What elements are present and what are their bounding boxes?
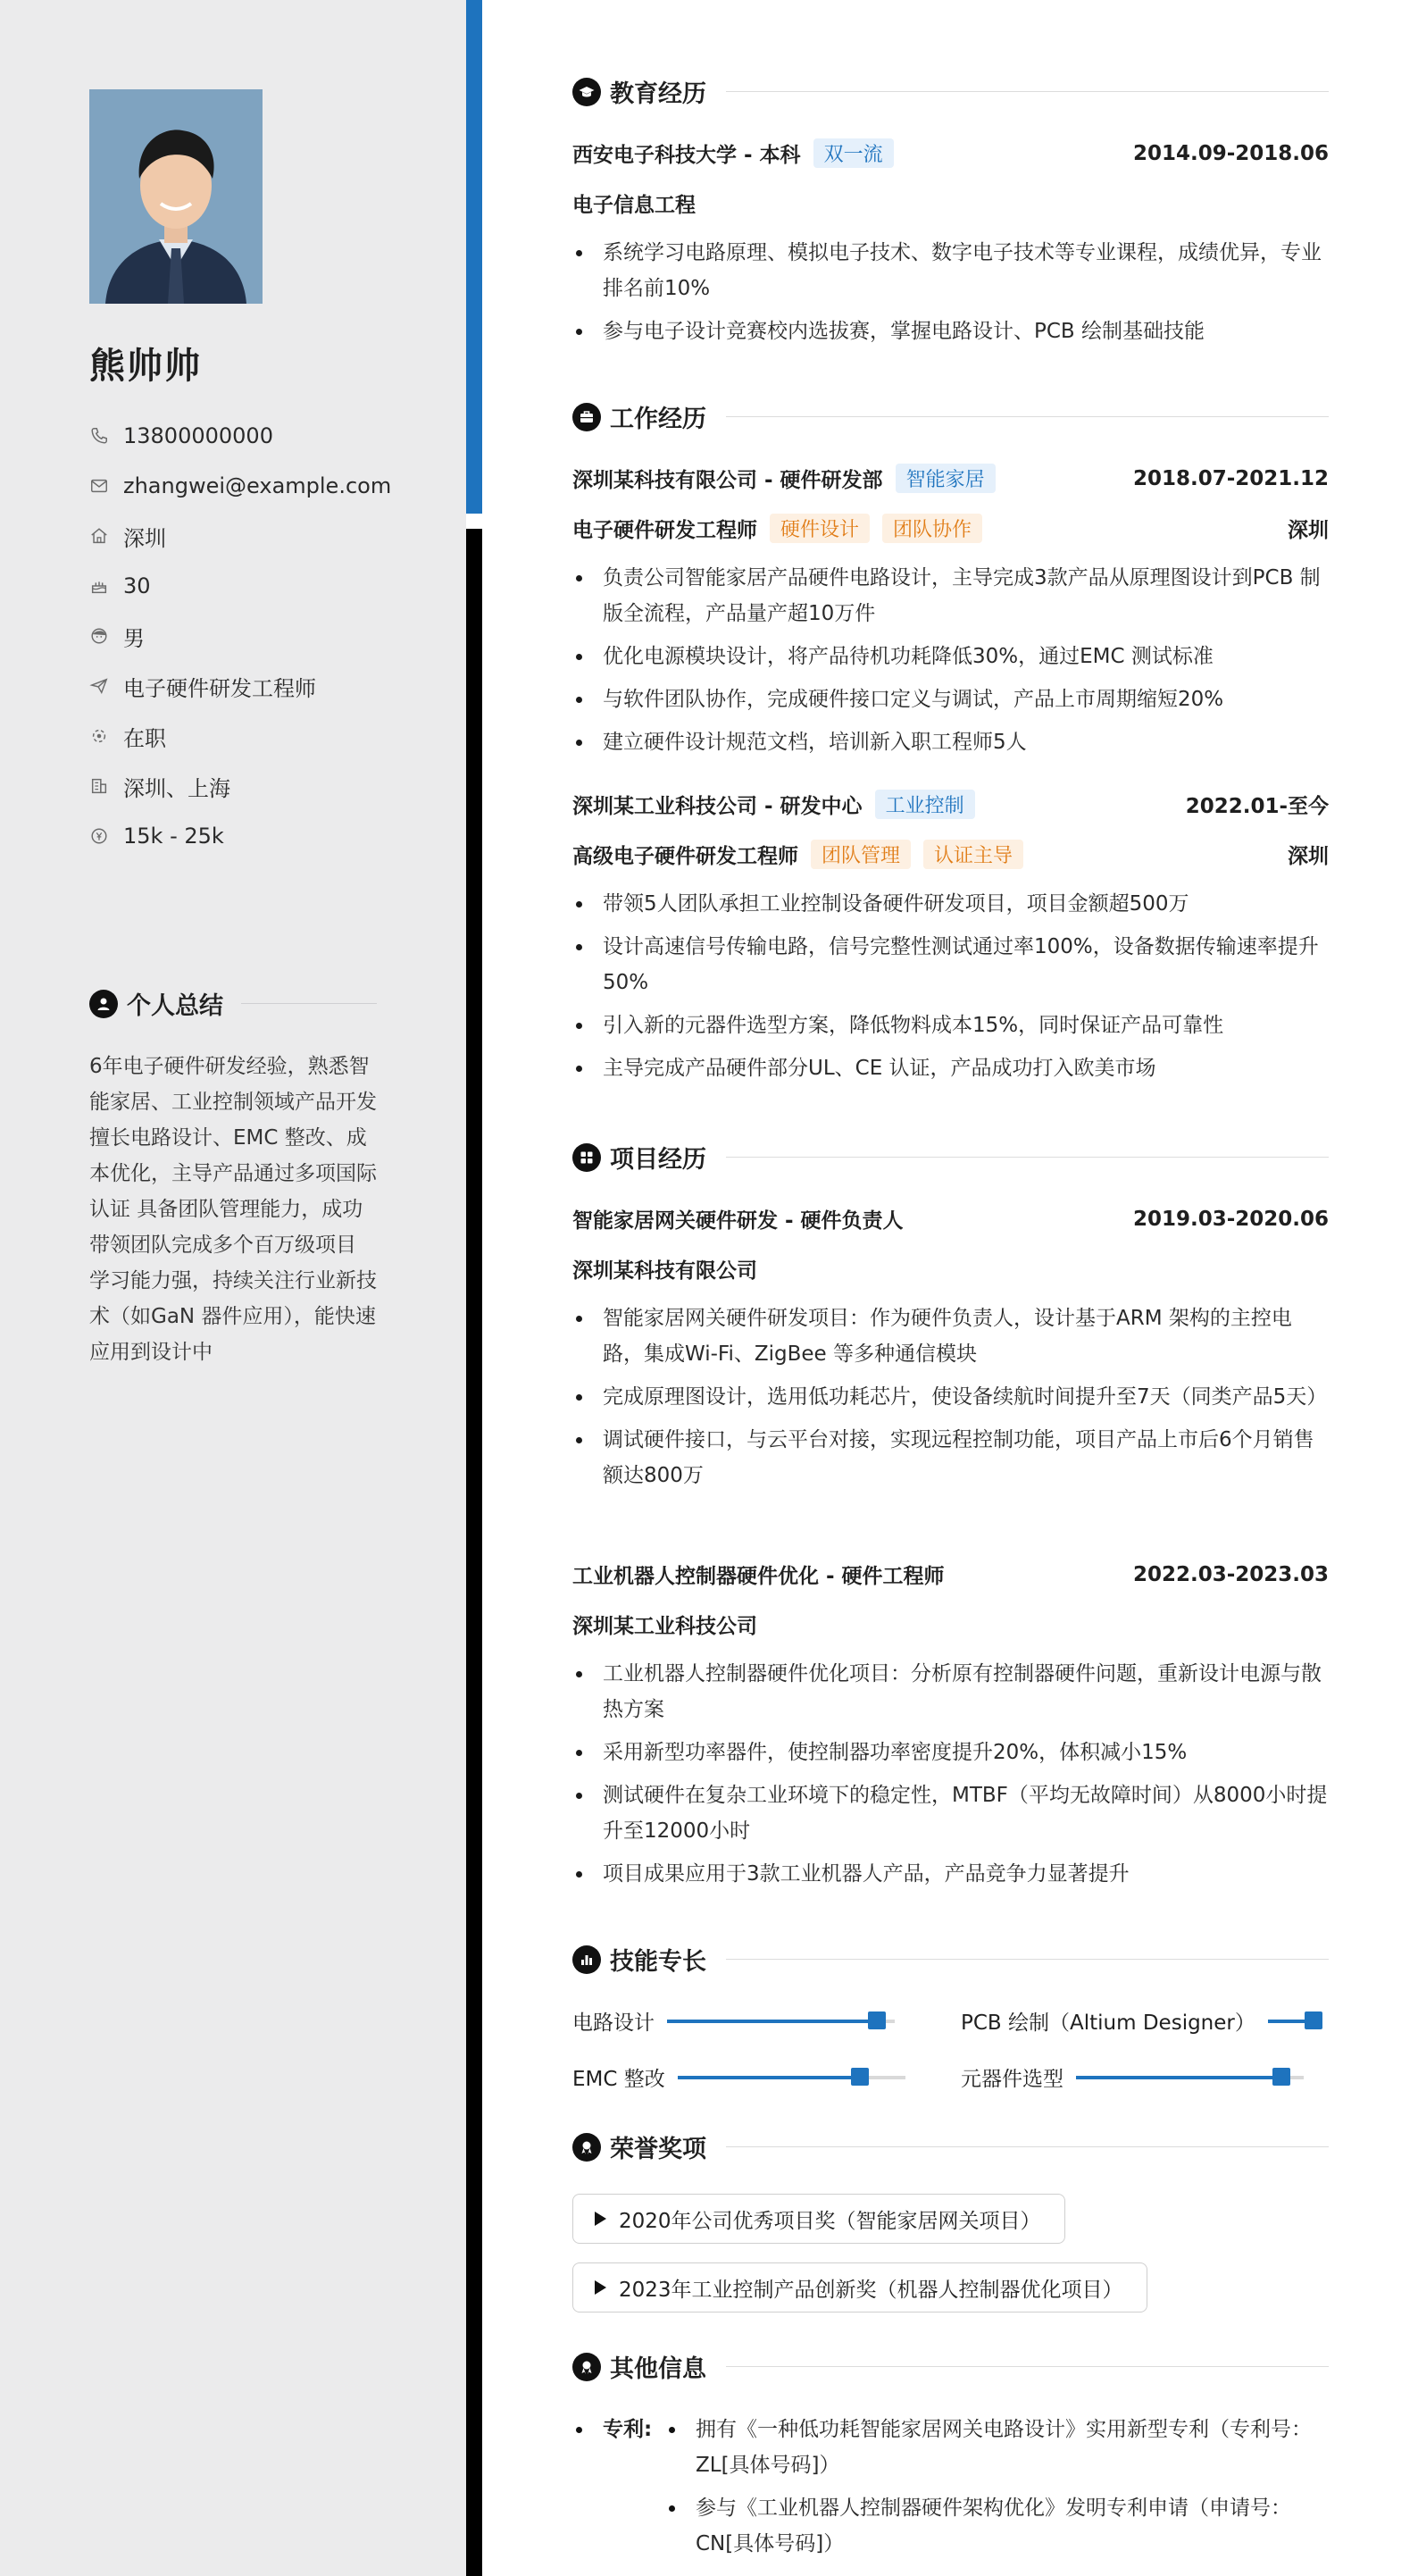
work-title: 工作经历 <box>610 406 706 433</box>
info-salary <box>89 811 391 861</box>
phone-text: 13800000000 <box>123 423 273 448</box>
projects-heading <box>572 1140 1329 1175</box>
skill-name: PCB 绘制（Altium Designer） <box>961 2011 1255 2035</box>
job-1-location: 深圳 <box>1288 519 1329 542</box>
list-item: 带领5人团队承担工业控制设备硬件研发项目，项目金额超500万 <box>572 886 1329 922</box>
badge-icon <box>572 2353 601 2381</box>
other-heading <box>572 2349 1329 2384</box>
project-2-org: 深圳某工业科技公司 <box>572 1615 757 1638</box>
job-1-role-tag: 硬件设计 <box>770 514 870 543</box>
project-2-name: 工业机器人控制器硬件优化 - 硬件工程师 <box>572 1565 945 1588</box>
skill-emc <box>572 2062 905 2092</box>
expand-arrow-icon <box>595 2212 606 2226</box>
skill-pcb <box>961 2006 1322 2036</box>
skill-name: 电路设计 <box>572 2011 655 2035</box>
job-2-row <box>572 790 1329 819</box>
bullet-dot <box>576 2427 582 2433</box>
accent-bar-blue <box>466 0 482 514</box>
list-item: 与软件团队协作，完成硬件接口定义与调试，产品上市周期缩短20% <box>572 682 1329 717</box>
face-icon <box>89 626 109 646</box>
list-item: 参与《工业机器人控制器硬件架构优化》发明专利申请（申请号：CN[具体号码]） <box>665 2490 1329 2562</box>
list-item: 引入新的元器件选型方案，降低物料成本15%，同时保证产品可靠性 <box>572 1008 1329 1043</box>
education-bullets <box>572 235 1329 356</box>
summary-text: 6年电子硬件研发经验，熟悉智能家居、工业控制领域产品开发 擅长电路设计、EMC 整改、成本优化，主导产品通过多项国际认证 具备团队管理能力，成功带领团队完成多个百万级项目 学习能力强，持续关注行业新技术（如GaN 器件应用），能快速应用到设计中 <box>89 1055 377 1364</box>
honors-title: 荣誉奖项 <box>610 2136 706 2163</box>
job-1-company: 深圳某科技有限公司 - 硬件研发部 <box>572 469 883 492</box>
projects-title: 项目经历 <box>610 1146 706 1174</box>
skill-circuit <box>572 2006 895 2036</box>
list-item: 完成原理图设计，选用低功耗芯片，使设备续航时间提升至7天（同类产品5天） <box>572 1379 1329 1415</box>
project-1-name: 智能家居网关硬件研发 - 硬件负责人 <box>572 1209 904 1233</box>
gender-text: 男 <box>123 625 145 651</box>
skills-divider <box>726 1959 1329 1960</box>
skill-track <box>678 2076 905 2079</box>
info-age <box>89 561 391 611</box>
honors-divider <box>726 2146 1329 2147</box>
job-2-tag: 工业控制 <box>875 790 975 819</box>
project-2-org-row <box>572 1610 1329 1639</box>
list-item: 负责公司智能家居产品硬件电路设计，主导完成3款产品从原理图设计到PCB 制版全流程，产品量产超10万件 <box>572 560 1329 631</box>
job-1-date: 2018.07-2021.12 <box>1132 466 1329 490</box>
list-item: 智能家居网关硬件研发项目：作为硬件负责人，设计基于ARM 架构的主控电路，集成Wi-Fi、ZigBee 等多种通信模块 <box>572 1301 1329 1372</box>
award-icon <box>572 2133 601 2162</box>
job-1-role-row <box>572 514 1329 543</box>
job-2-location: 深圳 <box>1288 845 1329 868</box>
status-text: 在职 <box>123 725 166 751</box>
award-text: 2020年公司优秀项目奖（智能家居网关项目） <box>619 2209 1041 2233</box>
project-1-bullets <box>572 1301 1329 1501</box>
city-text: 深圳 <box>123 525 166 551</box>
graduation-cap-icon <box>572 78 601 106</box>
list-item: 测试硬件在复杂工业环境下的稳定性，MTBF（平均无故障时间）从8000小时提升至12000小时 <box>572 1777 1329 1849</box>
target-cities-text: 深圳、上海 <box>123 775 230 801</box>
coin-icon <box>89 826 109 846</box>
project-2-row <box>572 1560 1329 1589</box>
list-item: 采用新型功率器件，使控制器功率密度提升20%，体积减小15% <box>572 1735 1329 1770</box>
project-2-bullets <box>572 1656 1329 1899</box>
skill-name: EMC 整改 <box>572 2068 665 2091</box>
building-icon <box>89 776 109 796</box>
education-title: 教育经历 <box>610 80 706 108</box>
skill-track <box>667 2020 895 2023</box>
briefcase-icon <box>572 403 601 431</box>
job-2-company: 深圳某工业科技公司 - 研发中心 <box>572 795 863 818</box>
skill-knob <box>1272 2068 1290 2086</box>
honors-heading <box>572 2129 1329 2164</box>
skills-heading <box>572 1942 1329 1977</box>
job-1-bullets <box>572 560 1329 767</box>
job-1-row <box>572 464 1329 493</box>
home-icon <box>89 526 109 546</box>
profile-photo <box>89 89 263 304</box>
list-item: 工业机器人控制器硬件优化项目：分析原有控制器硬件问题，重新设计电源与散热方案 <box>572 1656 1329 1727</box>
info-city <box>89 511 391 561</box>
projects-divider <box>726 1157 1329 1158</box>
job-2-bullets <box>572 886 1329 1093</box>
job-1-role: 电子硬件研发工程师 <box>572 519 757 542</box>
project-1-org: 深圳某科技有限公司 <box>572 1259 757 1283</box>
skill-track <box>1076 2076 1304 2079</box>
info-email <box>89 461 391 511</box>
project-1-row <box>572 1204 1329 1234</box>
project-1-org-row <box>572 1254 1329 1284</box>
phone-icon <box>89 426 109 446</box>
work-divider <box>726 416 1329 417</box>
info-status <box>89 711 391 761</box>
education-divider <box>726 91 1329 92</box>
grid-icon <box>572 1143 601 1172</box>
list-item: 拥有《一种低功耗智能家居网关电路设计》实用新型专利（专利号：ZL[具体号码]） <box>665 2412 1329 2483</box>
info-gender <box>89 611 391 661</box>
sidebar <box>0 0 466 2576</box>
expand-arrow-icon <box>595 2280 606 2295</box>
skill-fill <box>1076 2076 1281 2079</box>
skill-fill <box>667 2020 877 2023</box>
list-item: 调试硬件接口，与云平台对接，实现远程控制功能，项目产品上市后6个月销售额达800万 <box>572 1422 1329 1493</box>
award-item[interactable] <box>572 2262 1147 2313</box>
school-tag: 双一流 <box>813 138 894 168</box>
profile-name: 熊帅帅 <box>89 346 202 387</box>
patent-label: 专利: <box>603 2418 653 2441</box>
info-target-cities <box>89 761 391 811</box>
list-item: 优化电源模块设计，将产品待机功耗降低30%，通过EMC 测试标准 <box>572 639 1329 674</box>
project-1-date: 2019.03-2020.06 <box>1132 1207 1329 1231</box>
list-item: 参与电子设计竞赛校内选拔赛，掌握电路设计、PCB 绘制基础技能 <box>572 314 1329 349</box>
school-name: 西安电子科技大学 - 本科 <box>572 144 801 167</box>
job-target-text: 电子硬件研发工程师 <box>123 675 316 701</box>
cake-icon <box>89 576 109 596</box>
mail-icon <box>89 476 109 496</box>
skill-track <box>1268 2020 1322 2023</box>
job-1-tag: 智能家居 <box>896 464 996 493</box>
list-item: 主导完成产品硬件部分UL、CE 认证，产品成功打入欧美市场 <box>572 1050 1329 1086</box>
list-item: 建立硬件设计规范文档，培训新入职工程师5人 <box>572 724 1329 760</box>
skill-knob <box>851 2068 869 2086</box>
list-item: 设计高速信号传输电路，信号完整性测试通过率100%，设备数据传输速率提升50% <box>572 929 1329 1000</box>
major-row <box>572 188 1329 218</box>
summary-divider <box>241 1003 377 1004</box>
info-phone <box>89 411 391 461</box>
job-1-role-tag: 团队协作 <box>882 514 982 543</box>
education-date: 2014.09-2018.06 <box>1132 141 1329 165</box>
skill-knob <box>1305 2011 1322 2029</box>
skill-name: 元器件选型 <box>961 2068 1064 2091</box>
age-text: 30 <box>123 573 151 598</box>
other-title: 其他信息 <box>610 2355 706 2383</box>
chart-icon <box>572 1945 601 1974</box>
patent-list <box>665 2412 1329 2569</box>
accent-bar-black <box>466 529 482 2576</box>
status-icon <box>89 726 109 746</box>
skill-knob <box>868 2011 886 2029</box>
contact-info-list <box>89 411 391 861</box>
summary-title: 个人总结 <box>127 992 223 1020</box>
skill-fill <box>678 2076 860 2079</box>
award-text: 2023年工业控制产品创新奖（机器人控制器优化项目） <box>619 2278 1123 2302</box>
info-job-target <box>89 661 391 711</box>
send-icon <box>89 676 109 696</box>
salary-text: 15k - 25k <box>123 824 224 849</box>
skills-title: 技能专长 <box>610 1948 706 1976</box>
skill-components <box>961 2062 1304 2092</box>
education-heading <box>572 74 1329 109</box>
major-name: 电子信息工程 <box>572 194 696 217</box>
other-divider <box>726 2366 1329 2367</box>
job-2-role: 高级电子硬件研发工程师 <box>572 845 798 868</box>
job-2-role-tag: 认证主导 <box>923 840 1023 869</box>
work-heading <box>572 399 1329 434</box>
person-icon <box>89 990 118 1018</box>
education-row <box>572 138 1329 168</box>
summary-heading <box>89 986 377 1021</box>
award-item[interactable] <box>572 2194 1065 2244</box>
job-2-date: 2022.01-至今 <box>1185 795 1329 818</box>
job-2-role-row <box>572 840 1329 869</box>
project-2-date: 2022.03-2023.03 <box>1132 1562 1329 1586</box>
email-text: zhangwei@example.com <box>123 473 392 498</box>
list-item: 系统学习电路原理、模拟电子技术、数字电子技术等专业课程，成绩优异，专业排名前10% <box>572 235 1329 306</box>
list-item: 项目成果应用于3款工业机器人产品，产品竞争力显著提升 <box>572 1856 1329 1892</box>
job-2-role-tag: 团队管理 <box>811 840 911 869</box>
